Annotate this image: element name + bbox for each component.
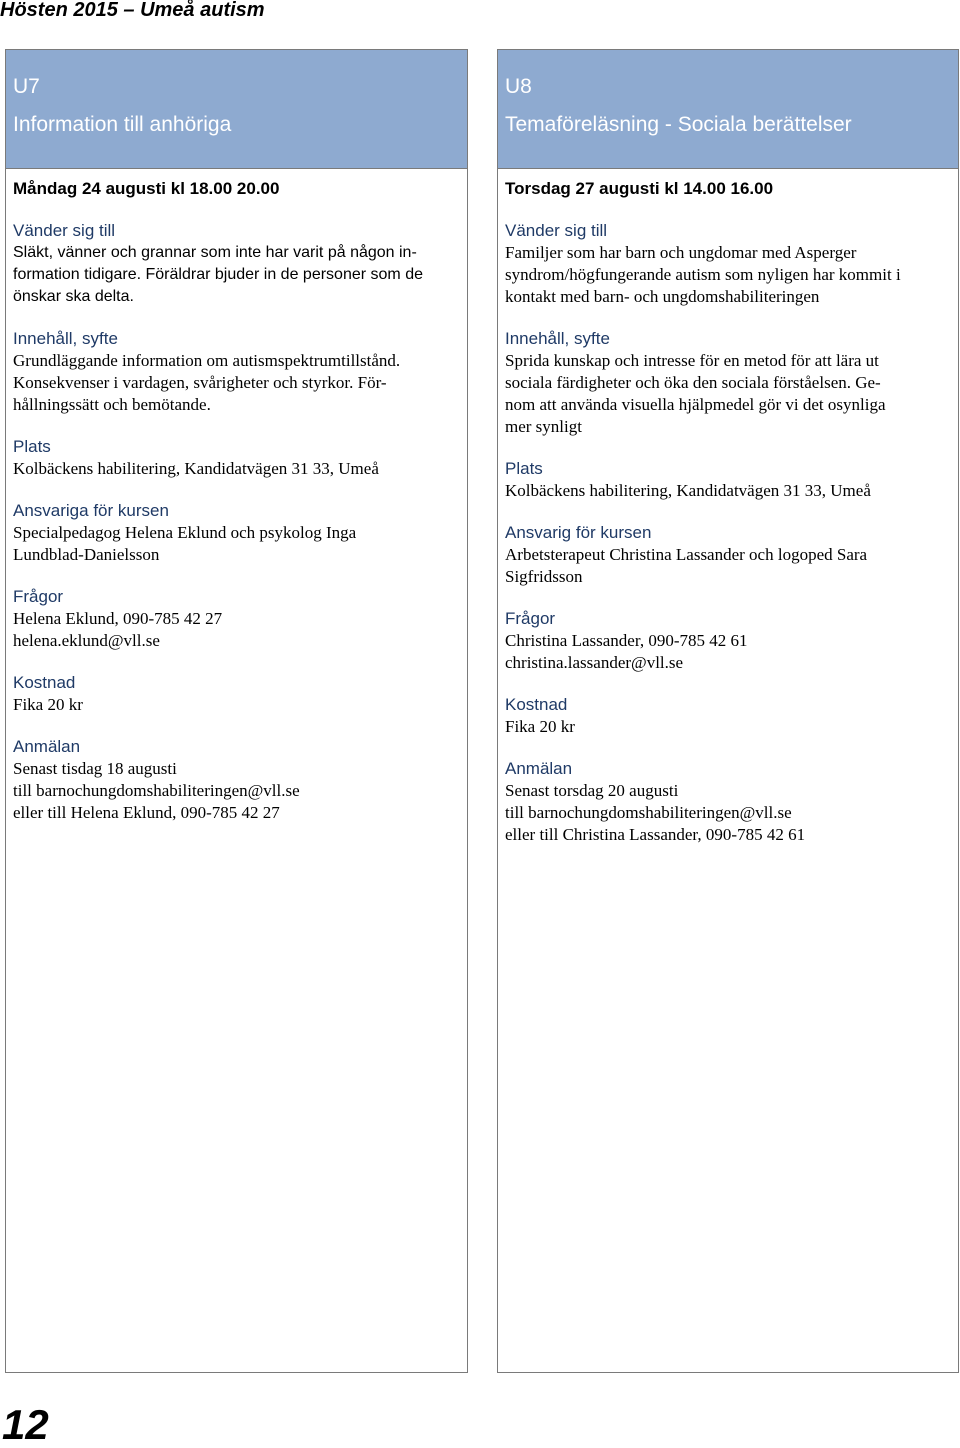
text-line: önskar ska delta.	[13, 288, 134, 305]
course-body	[498, 169, 958, 846]
section-target	[13, 220, 459, 308]
section-place	[505, 458, 950, 502]
section-place	[13, 436, 459, 480]
section-heading: Frågor	[505, 609, 556, 628]
text-line: Senast torsdag 20 augusti	[505, 781, 679, 800]
section-questions	[13, 586, 459, 652]
section-heading: Kostnad	[505, 695, 568, 714]
course-title: Temaföreläsning - Sociala berättelser	[505, 113, 852, 136]
section-cost	[505, 694, 950, 738]
text-line: sociala färdigheter och öka den sociala förståelsen. Ge-	[505, 373, 881, 392]
course-header	[498, 50, 958, 169]
section-heading: Plats	[13, 437, 51, 456]
text-line: nom att använda visuella hjälpmedel gör vi det osynliga	[505, 395, 886, 414]
course-date: Torsdag 27 augusti kl 14.00 16.00	[505, 179, 774, 198]
text-line: Kolbäckens habilitering, Kandidatvägen 31 33, Umeå	[13, 459, 379, 478]
text-line: Fika 20 kr	[13, 695, 83, 714]
page-header-title: Hösten 2015 – Umeå autism	[0, 0, 265, 21]
section-heading: Innehåll, syfte	[13, 329, 118, 348]
text-line: Kolbäckens habilitering, Kandidatvägen 31 33, Umeå	[505, 481, 871, 500]
course-code: U8	[505, 75, 532, 98]
course-code: U7	[13, 75, 40, 98]
section-heading: Ansvarig för kursen	[505, 523, 652, 542]
text-line: Specialpedagog Helena Eklund och psykolog Inga	[13, 523, 357, 542]
text-line: kontakt med barn- och ungdomshabiliteringen	[505, 287, 820, 306]
page-number: 12	[2, 1401, 49, 1448]
section-heading: Frågor	[13, 587, 64, 606]
text-line: Lundblad-Danielsson	[13, 545, 160, 564]
section-text	[13, 522, 459, 566]
section-heading: Vänder sig till	[13, 221, 116, 240]
section-text	[13, 458, 459, 480]
section-text	[505, 544, 950, 588]
email-link[interactable]: helena.eklund@vll.se	[13, 631, 160, 650]
section-text	[505, 780, 950, 846]
text-line: Sigfridsson	[505, 567, 583, 586]
section-text	[505, 630, 950, 674]
section-heading: Ansvariga för kursen	[13, 501, 169, 520]
text-line: mer synligt	[505, 417, 582, 436]
section-content	[505, 328, 950, 438]
course-header	[6, 50, 467, 169]
section-text	[13, 350, 459, 416]
text-line: eller till Christina Lassander, 090-785 42 61	[505, 825, 806, 844]
section-cost	[13, 672, 459, 716]
section-responsible	[13, 500, 459, 566]
section-heading: Vänder sig till	[505, 221, 608, 240]
section-heading: Plats	[505, 459, 543, 478]
text-line: Släkt, vänner och grannar som inte har varit på någon in-	[13, 244, 417, 261]
text-line: eller till Helena Eklund, 090-785 42 27	[13, 803, 280, 822]
section-heading: Kostnad	[13, 673, 76, 692]
section-text	[13, 758, 459, 824]
section-text	[505, 716, 950, 738]
text-line: Helena Eklund, 090-785 42 27	[13, 609, 223, 628]
text-line: Senast tisdag 18 augusti	[13, 759, 177, 778]
text-line: formation tidigare. Föräldrar bjuder in de personer som de	[13, 266, 423, 283]
section-text	[505, 480, 950, 502]
course-card-u8	[497, 49, 959, 1373]
text-line: Grundläggande information om autismspektrumtillstånd.	[13, 351, 401, 370]
email-link[interactable]: christina.lassander@vll.se	[505, 653, 684, 672]
section-heading: Anmälan	[13, 737, 81, 756]
text-line: Fika 20 kr	[505, 717, 575, 736]
section-text	[13, 608, 459, 652]
text-line: Konsekvenser i vardagen, svårigheter och styrkor. För-	[13, 373, 387, 392]
section-heading: Anmälan	[505, 759, 573, 778]
email-link[interactable]: till barnochungdomshabiliteringen@vll.se	[13, 781, 300, 800]
course-title: Information till anhöriga	[13, 113, 232, 136]
section-heading: Innehåll, syfte	[505, 329, 610, 348]
section-responsible	[505, 522, 950, 588]
course-body	[6, 169, 467, 824]
section-text	[505, 350, 950, 438]
section-signup	[505, 758, 950, 846]
email-link[interactable]: till barnochungdomshabiliteringen@vll.se	[505, 803, 792, 822]
section-target	[505, 220, 950, 308]
text-line: Christina Lassander, 090-785 42 61	[505, 631, 748, 650]
text-line: syndrom/högfungerande autism som nyligen har kommit i	[505, 265, 901, 284]
section-signup	[13, 736, 459, 824]
text-line: hållningssätt och bemötande.	[13, 395, 211, 414]
text-line: Familjer som har barn och ungdomar med Asperger	[505, 243, 857, 262]
text-line: Sprida kunskap och intresse för en metod för att lära ut	[505, 351, 879, 370]
course-date: Måndag 24 augusti kl 18.00 20.00	[13, 179, 280, 198]
course-card-u7	[5, 49, 468, 1373]
section-questions	[505, 608, 950, 674]
section-text	[505, 242, 950, 308]
section-text	[13, 694, 459, 716]
section-content	[13, 328, 459, 416]
section-text	[13, 242, 459, 308]
text-line: Arbetsterapeut Christina Lassander och logoped Sara	[505, 545, 868, 564]
